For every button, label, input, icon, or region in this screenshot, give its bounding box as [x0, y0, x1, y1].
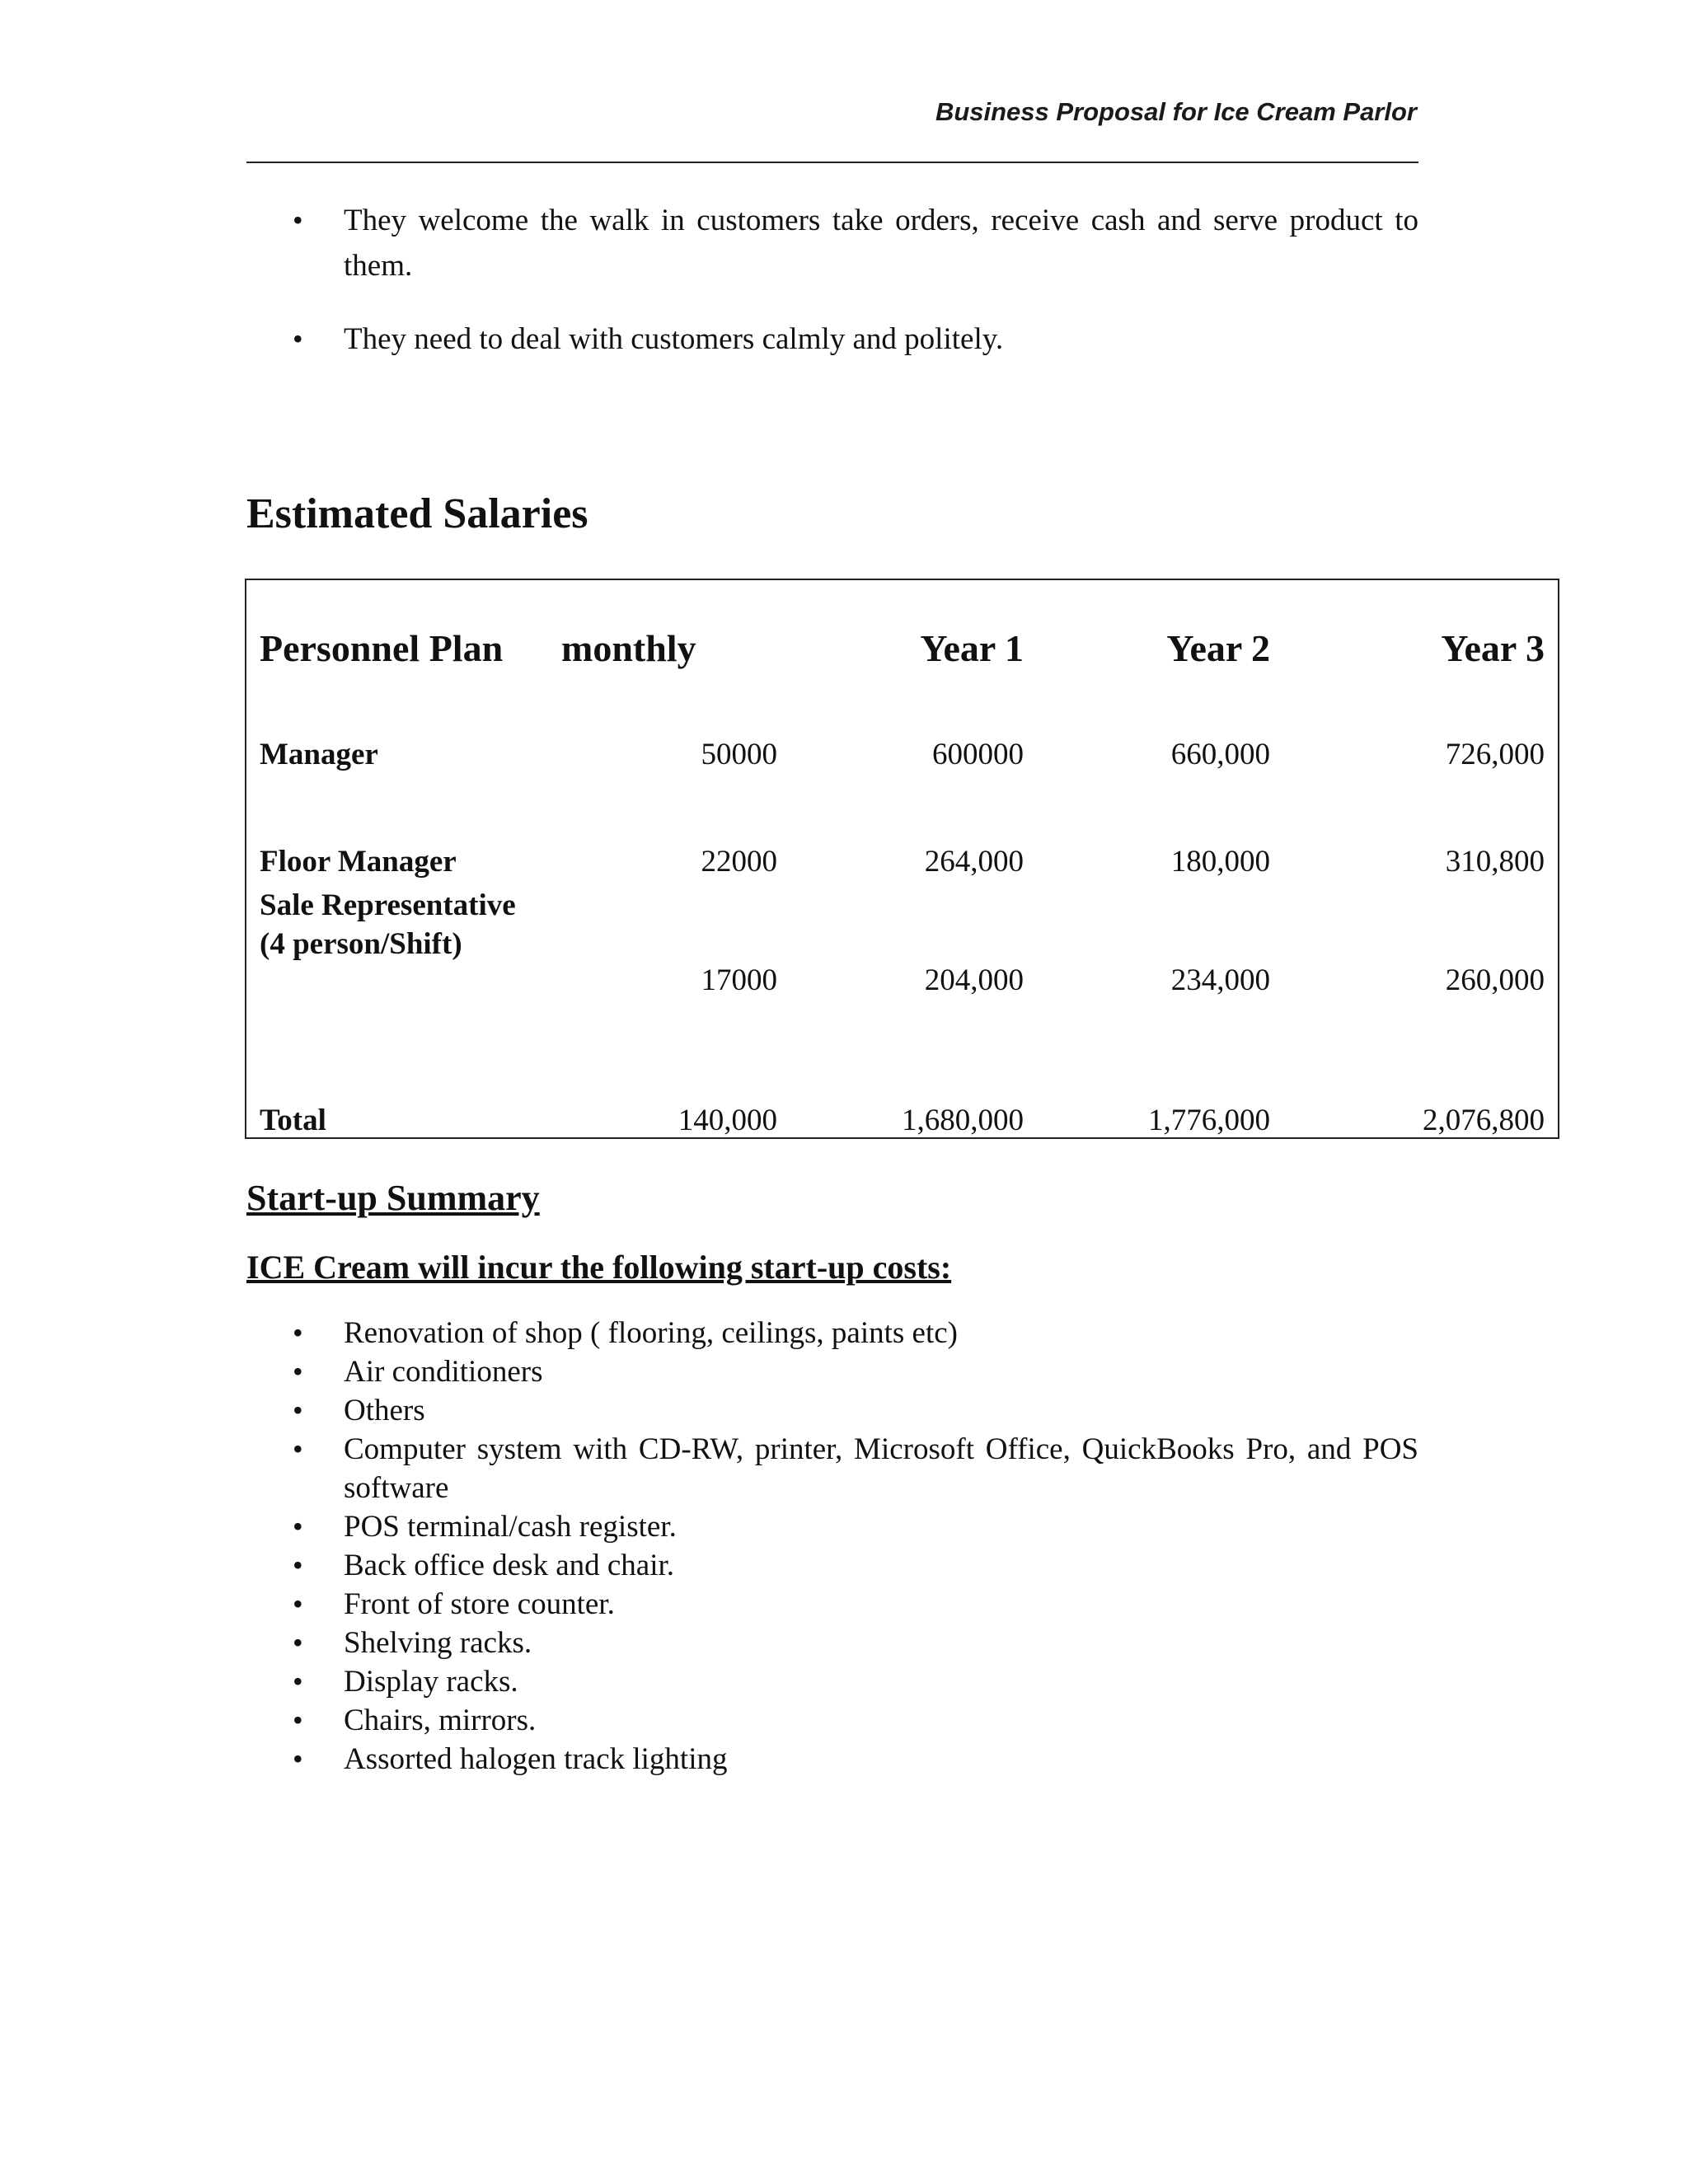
- startup-summary-heading: Start-up Summary: [246, 1178, 540, 1218]
- list-item: • Front of store counter.: [246, 1585, 1418, 1624]
- cell-manager-monthly: 50000: [701, 738, 777, 771]
- cell-sale-rep-year-2: 234,000: [1170, 963, 1270, 997]
- cell-manager-year-3: 726,000: [1445, 738, 1545, 771]
- column-header-monthly: monthly: [561, 627, 696, 669]
- list-item: • They need to deal with customers calmly and politely.: [246, 316, 1418, 362]
- cell-floor-manager-year-1: 264,000: [924, 845, 1024, 879]
- estimated-salaries-heading: Estimated Salaries: [246, 490, 588, 537]
- list-item: • Air conditioners: [246, 1352, 1418, 1391]
- list-item: • Computer system with CD-RW, printer, Microsoft Office, QuickBooks Pro, and POS software: [246, 1430, 1418, 1507]
- salary-table: [245, 579, 1559, 1139]
- list-item: • Back office desk and chair.: [246, 1546, 1418, 1585]
- intro-bullet-list: [246, 198, 1418, 390]
- list-item: • Shelving racks.: [246, 1624, 1418, 1662]
- row-label-manager: Manager: [260, 738, 378, 771]
- cell-floor-manager-year-3: 310,800: [1445, 845, 1545, 879]
- column-header-year-2: Year 2: [1166, 627, 1270, 669]
- cell-floor-manager-monthly: 22000: [701, 845, 777, 879]
- column-header-personnel-plan: Personnel Plan: [260, 627, 504, 669]
- list-item: • Others: [246, 1391, 1418, 1430]
- cell-total-monthly: 140,000: [678, 1104, 777, 1137]
- cell-sale-rep-year-3: 260,000: [1445, 963, 1545, 997]
- cell-floor-manager-year-2: 180,000: [1170, 845, 1270, 879]
- header-divider: [246, 162, 1418, 163]
- list-item: • Display racks.: [246, 1662, 1418, 1701]
- cell-manager-year-1: 600000: [932, 738, 1024, 771]
- list-item: • POS terminal/cash register.: [246, 1507, 1418, 1546]
- cell-total-year-1: 1,680,000: [902, 1104, 1024, 1137]
- row-label-floor-manager: Floor Manager: [260, 845, 457, 879]
- cell-total-year-2: 1,776,000: [1148, 1104, 1270, 1137]
- row-label-sale-representative: Sale Representative (4 person/Shift): [260, 888, 516, 961]
- cell-sale-rep-monthly: 17000: [701, 963, 777, 997]
- column-header-year-3: Year 3: [1441, 627, 1545, 669]
- row-label-total: Total: [260, 1104, 326, 1137]
- list-item: • They welcome the walk in customers take orders, receive cash and serve product to them.: [246, 198, 1418, 288]
- list-item: • Assorted halogen track lighting: [246, 1740, 1418, 1779]
- list-item: • Renovation of shop ( flooring, ceilings, paints etc): [246, 1314, 1418, 1352]
- cell-sale-rep-year-1: 204,000: [924, 963, 1024, 997]
- cell-manager-year-2: 660,000: [1170, 738, 1270, 771]
- cell-total-year-3: 2,076,800: [1423, 1104, 1545, 1137]
- list-item: • Chairs, mirrors.: [246, 1701, 1418, 1740]
- startup-costs-subheading: ICE Cream will incur the following start-up costs:: [246, 1249, 952, 1286]
- startup-costs-list: [246, 1314, 1418, 1779]
- column-header-year-1: Year 1: [920, 627, 1024, 669]
- page-header-title: Business Proposal for Ice Cream Parlor: [935, 97, 1417, 126]
